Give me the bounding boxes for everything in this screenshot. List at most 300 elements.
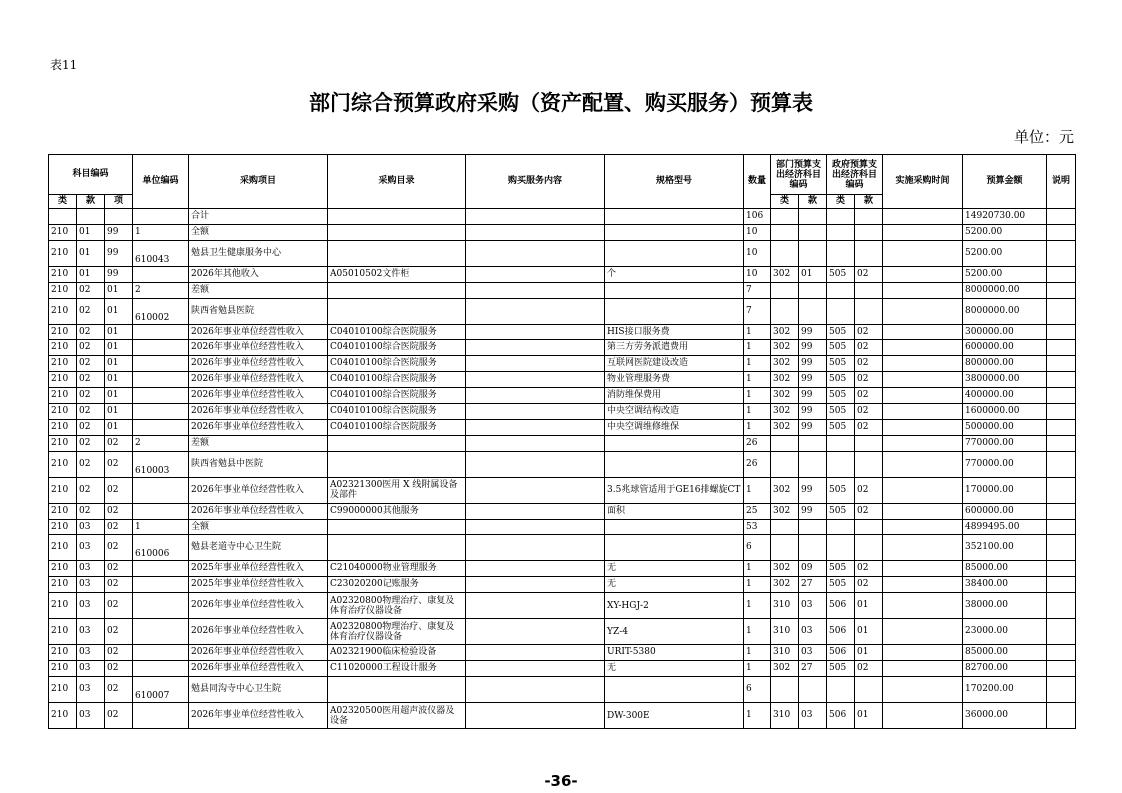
cell-xiang: 01	[105, 324, 133, 340]
cell-lei: 210	[49, 372, 77, 388]
cell-note	[1047, 535, 1076, 561]
cell-catalog	[328, 519, 466, 535]
cell-xiang: 02	[105, 561, 133, 577]
cell-service	[466, 372, 605, 388]
cell-qty: 25	[744, 503, 771, 519]
cell-note	[1047, 298, 1076, 324]
cell-gov-kuan	[855, 298, 883, 324]
cell-note	[1047, 561, 1076, 577]
table-row	[49, 340, 1076, 356]
cell-unit-code	[133, 266, 189, 282]
cell-unit-code: 610006	[133, 535, 189, 561]
cell-note	[1047, 503, 1076, 519]
cell-kuan: 03	[77, 561, 105, 577]
cell-amount: 600000.00	[963, 503, 1047, 519]
cell-time	[883, 477, 963, 503]
table-row	[49, 477, 1076, 503]
cell-gov-kuan: 02	[855, 372, 883, 388]
cell-project: 2026年事业单位经营性收入	[189, 324, 328, 340]
cell-project: 2026年事业单位经营性收入	[189, 404, 328, 420]
cell-lei: 210	[49, 419, 77, 435]
table-header	[49, 155, 1076, 209]
cell-amount: 500000.00	[963, 419, 1047, 435]
cell-dept-kuan	[799, 677, 827, 703]
cell-unit-code: 1	[133, 224, 189, 240]
cell-spec: 3.5兆球管适用于GE16排螺旋CT	[605, 477, 744, 503]
cell-service	[466, 266, 605, 282]
cell-time	[883, 519, 963, 535]
cell-project: 2026年事业单位经营性收入	[189, 661, 328, 677]
cell-time	[883, 224, 963, 240]
cell-unit-code	[133, 577, 189, 593]
cell-gov-lei	[827, 298, 855, 324]
cell-xiang: 01	[105, 282, 133, 298]
cell-dept-lei: 302	[771, 356, 799, 372]
cell-kuan: 03	[77, 703, 105, 729]
cell-xiang: 99	[105, 240, 133, 266]
cell-project: 2026年事业单位经营性收入	[189, 593, 328, 619]
cell-time	[883, 619, 963, 645]
cell-time	[883, 561, 963, 577]
cell-dept-lei: 302	[771, 561, 799, 577]
cell-note	[1047, 593, 1076, 619]
cell-catalog: C04010100综合医院服务	[328, 372, 466, 388]
cell-unit-code: 610003	[133, 451, 189, 477]
cell-dept-lei: 302	[771, 372, 799, 388]
cell-amount: 38000.00	[963, 593, 1047, 619]
cell-spec	[605, 451, 744, 477]
cell-dept-kuan	[799, 451, 827, 477]
table-row	[49, 298, 1076, 324]
header-dept-code: 部门预算支出经济科目编码	[771, 155, 827, 195]
cell-unit-code	[133, 209, 189, 225]
cell-gov-lei: 505	[827, 503, 855, 519]
cell-amount: 800000.00	[963, 356, 1047, 372]
cell-qty: 1	[744, 324, 771, 340]
cell-qty: 53	[744, 519, 771, 535]
header-dept-lei: 类	[771, 195, 799, 209]
cell-xiang: 01	[105, 298, 133, 324]
cell-xiang: 02	[105, 519, 133, 535]
cell-gov-lei	[827, 535, 855, 561]
cell-spec	[605, 240, 744, 266]
cell-service	[466, 451, 605, 477]
cell-kuan: 03	[77, 661, 105, 677]
cell-dept-kuan: 99	[799, 419, 827, 435]
cell-spec: 物业管理服务费	[605, 372, 744, 388]
cell-dept-kuan: 99	[799, 388, 827, 404]
cell-kuan: 02	[77, 451, 105, 477]
table-row	[49, 282, 1076, 298]
cell-catalog: C04010100综合医院服务	[328, 388, 466, 404]
cell-dept-kuan: 99	[799, 477, 827, 503]
cell-note	[1047, 356, 1076, 372]
cell-gov-kuan	[855, 224, 883, 240]
cell-service	[466, 298, 605, 324]
cell-spec: 中央空调结构改造	[605, 404, 744, 420]
cell-note	[1047, 209, 1076, 225]
cell-dept-kuan: 01	[799, 266, 827, 282]
cell-project: 2026年事业单位经营性收入	[189, 503, 328, 519]
cell-xiang: 02	[105, 645, 133, 661]
cell-time	[883, 209, 963, 225]
cell-qty: 6	[744, 535, 771, 561]
cell-note	[1047, 282, 1076, 298]
cell-qty: 1	[744, 577, 771, 593]
table-row	[49, 619, 1076, 645]
table-row	[49, 372, 1076, 388]
cell-dept-kuan	[799, 535, 827, 561]
cell-kuan: 02	[77, 324, 105, 340]
cell-spec: 个	[605, 266, 744, 282]
cell-time	[883, 661, 963, 677]
cell-time	[883, 645, 963, 661]
cell-dept-kuan: 27	[799, 577, 827, 593]
header-unit-code: 单位编码	[133, 155, 189, 209]
cell-gov-kuan	[855, 240, 883, 266]
cell-unit-code: 2	[133, 282, 189, 298]
cell-amount: 5200.00	[963, 266, 1047, 282]
cell-lei: 210	[49, 388, 77, 404]
cell-spec: 第三方劳务派遣费用	[605, 340, 744, 356]
cell-dept-kuan	[799, 224, 827, 240]
cell-gov-kuan	[855, 435, 883, 451]
cell-lei: 210	[49, 661, 77, 677]
cell-gov-lei: 505	[827, 266, 855, 282]
cell-kuan: 02	[77, 282, 105, 298]
cell-note	[1047, 224, 1076, 240]
cell-kuan	[77, 209, 105, 225]
cell-amount: 170200.00	[963, 677, 1047, 703]
cell-spec: YZ-4	[605, 619, 744, 645]
cell-catalog	[328, 298, 466, 324]
cell-catalog	[328, 535, 466, 561]
cell-dept-lei	[771, 209, 799, 225]
cell-unit-code: 1	[133, 519, 189, 535]
cell-catalog: A05010502文件柜	[328, 266, 466, 282]
cell-service	[466, 404, 605, 420]
cell-dept-kuan: 03	[799, 619, 827, 645]
cell-catalog	[328, 451, 466, 477]
cell-qty: 1	[744, 340, 771, 356]
header-amount: 预算金额	[963, 155, 1047, 209]
cell-lei: 210	[49, 477, 77, 503]
cell-project: 2025年事业单位经营性收入	[189, 577, 328, 593]
cell-project: 陕西省勉县医院	[189, 298, 328, 324]
cell-kuan: 02	[77, 372, 105, 388]
cell-spec: 中央空调维修维保	[605, 419, 744, 435]
cell-project: 全额	[189, 519, 328, 535]
cell-dept-lei: 302	[771, 404, 799, 420]
cell-xiang: 02	[105, 661, 133, 677]
cell-catalog: C04010100综合医院服务	[328, 404, 466, 420]
cell-project: 2026年事业单位经营性收入	[189, 477, 328, 503]
cell-spec: 无	[605, 661, 744, 677]
cell-xiang: 02	[105, 677, 133, 703]
table-row	[49, 356, 1076, 372]
cell-dept-lei: 302	[771, 661, 799, 677]
cell-service	[466, 593, 605, 619]
cell-time	[883, 388, 963, 404]
cell-project: 勉县卫生健康服务中心	[189, 240, 328, 266]
cell-kuan: 03	[77, 619, 105, 645]
table-row	[49, 324, 1076, 340]
cell-gov-kuan: 02	[855, 477, 883, 503]
cell-lei: 210	[49, 519, 77, 535]
header-gov-lei: 类	[827, 195, 855, 209]
cell-unit-code	[133, 661, 189, 677]
cell-qty: 10	[744, 266, 771, 282]
cell-lei: 210	[49, 645, 77, 661]
cell-dept-lei: 302	[771, 266, 799, 282]
cell-dept-lei	[771, 451, 799, 477]
cell-gov-kuan	[855, 209, 883, 225]
cell-xiang: 01	[105, 372, 133, 388]
cell-catalog: C04010100综合医院服务	[328, 324, 466, 340]
cell-catalog	[328, 435, 466, 451]
cell-dept-lei: 302	[771, 577, 799, 593]
cell-service	[466, 703, 605, 729]
cell-service	[466, 645, 605, 661]
header-service: 购买服务内容	[466, 155, 605, 209]
cell-kuan: 02	[77, 340, 105, 356]
cell-kuan: 02	[77, 356, 105, 372]
cell-dept-kuan	[799, 298, 827, 324]
cell-dept-lei	[771, 240, 799, 266]
cell-qty: 7	[744, 282, 771, 298]
cell-project: 2026年事业单位经营性收入	[189, 340, 328, 356]
cell-xiang: 02	[105, 703, 133, 729]
cell-gov-lei: 505	[827, 419, 855, 435]
cell-time	[883, 372, 963, 388]
cell-gov-kuan	[855, 451, 883, 477]
cell-service	[466, 519, 605, 535]
cell-xiang: 01	[105, 404, 133, 420]
cell-catalog: C04010100综合医院服务	[328, 340, 466, 356]
cell-lei: 210	[49, 282, 77, 298]
cell-xiang: 02	[105, 535, 133, 561]
cell-unit-code	[133, 503, 189, 519]
cell-dept-lei	[771, 535, 799, 561]
cell-amount: 300000.00	[963, 324, 1047, 340]
cell-dept-kuan	[799, 209, 827, 225]
budget-table	[48, 154, 1076, 729]
cell-spec	[605, 209, 744, 225]
header-qty: 数量	[744, 155, 771, 209]
cell-catalog: C04010100综合医院服务	[328, 419, 466, 435]
cell-lei: 210	[49, 240, 77, 266]
table-row	[49, 645, 1076, 661]
cell-catalog	[328, 677, 466, 703]
cell-gov-kuan: 02	[855, 404, 883, 420]
cell-amount: 352100.00	[963, 535, 1047, 561]
cell-amount: 38400.00	[963, 577, 1047, 593]
cell-spec: URIT-5380	[605, 645, 744, 661]
cell-kuan: 01	[77, 266, 105, 282]
cell-spec: 无	[605, 577, 744, 593]
cell-qty: 1	[744, 372, 771, 388]
cell-amount: 23000.00	[963, 619, 1047, 645]
cell-gov-kuan: 01	[855, 593, 883, 619]
cell-qty: 1	[744, 661, 771, 677]
cell-project: 2026年事业单位经营性收入	[189, 645, 328, 661]
cell-kuan: 02	[77, 404, 105, 420]
cell-service	[466, 388, 605, 404]
cell-xiang: 01	[105, 419, 133, 435]
cell-gov-kuan: 02	[855, 561, 883, 577]
cell-gov-kuan	[855, 519, 883, 535]
cell-unit-code	[133, 356, 189, 372]
cell-spec	[605, 677, 744, 703]
cell-dept-lei: 302	[771, 340, 799, 356]
cell-dept-kuan	[799, 240, 827, 266]
cell-gov-lei: 506	[827, 619, 855, 645]
cell-qty: 26	[744, 435, 771, 451]
cell-unit-code	[133, 645, 189, 661]
cell-gov-kuan: 02	[855, 356, 883, 372]
cell-catalog: C21040000物业管理服务	[328, 561, 466, 577]
cell-unit-code	[133, 324, 189, 340]
cell-gov-kuan	[855, 535, 883, 561]
cell-dept-kuan: 09	[799, 561, 827, 577]
cell-catalog: A02320800物理治疗、康复及体育治疗仪器设备	[328, 619, 466, 645]
cell-spec	[605, 435, 744, 451]
cell-dept-lei: 302	[771, 324, 799, 340]
cell-qty: 1	[744, 356, 771, 372]
cell-kuan: 03	[77, 535, 105, 561]
cell-amount: 1600000.00	[963, 404, 1047, 420]
cell-service	[466, 619, 605, 645]
cell-gov-kuan: 01	[855, 703, 883, 729]
cell-dept-kuan: 99	[799, 356, 827, 372]
cell-dept-lei: 302	[771, 419, 799, 435]
cell-project: 2026年事业单位经营性收入	[189, 372, 328, 388]
cell-gov-lei	[827, 451, 855, 477]
cell-dept-lei: 310	[771, 645, 799, 661]
cell-time	[883, 298, 963, 324]
cell-note	[1047, 519, 1076, 535]
cell-qty: 1	[744, 593, 771, 619]
cell-amount: 400000.00	[963, 388, 1047, 404]
cell-gov-kuan: 02	[855, 503, 883, 519]
cell-qty: 10	[744, 240, 771, 266]
cell-dept-kuan	[799, 435, 827, 451]
cell-dept-lei	[771, 677, 799, 703]
cell-spec	[605, 519, 744, 535]
cell-amount: 36000.00	[963, 703, 1047, 729]
cell-gov-kuan: 01	[855, 619, 883, 645]
cell-gov-kuan: 02	[855, 419, 883, 435]
cell-spec: 无	[605, 561, 744, 577]
cell-dept-lei: 310	[771, 593, 799, 619]
cell-note	[1047, 577, 1076, 593]
cell-qty: 1	[744, 561, 771, 577]
cell-spec: 消防维保费用	[605, 388, 744, 404]
cell-qty: 106	[744, 209, 771, 225]
cell-gov-kuan: 02	[855, 340, 883, 356]
cell-catalog	[328, 224, 466, 240]
header-time: 实施采购时间	[883, 155, 963, 209]
cell-project: 2026年事业单位经营性收入	[189, 419, 328, 435]
cell-lei: 210	[49, 324, 77, 340]
header-project: 采购项目	[189, 155, 328, 209]
cell-unit-code: 2	[133, 435, 189, 451]
cell-gov-lei	[827, 282, 855, 298]
cell-dept-kuan	[799, 282, 827, 298]
cell-lei: 210	[49, 703, 77, 729]
cell-kuan: 02	[77, 419, 105, 435]
cell-project: 2026年事业单位经营性收入	[189, 356, 328, 372]
cell-service	[466, 503, 605, 519]
cell-gov-kuan	[855, 282, 883, 298]
cell-project: 2025年事业单位经营性收入	[189, 561, 328, 577]
table-row	[49, 404, 1076, 420]
header-note: 说明	[1047, 155, 1076, 209]
cell-gov-lei: 505	[827, 356, 855, 372]
cell-amount: 3800000.00	[963, 372, 1047, 388]
cell-unit-code	[133, 561, 189, 577]
cell-kuan: 03	[77, 645, 105, 661]
cell-dept-lei	[771, 282, 799, 298]
cell-service	[466, 435, 605, 451]
cell-dept-kuan: 99	[799, 340, 827, 356]
cell-gov-kuan: 01	[855, 645, 883, 661]
cell-service	[466, 340, 605, 356]
cell-xiang: 02	[105, 593, 133, 619]
table-row	[49, 224, 1076, 240]
cell-unit-code	[133, 593, 189, 619]
cell-qty: 1	[744, 404, 771, 420]
cell-qty: 10	[744, 224, 771, 240]
cell-lei: 210	[49, 451, 77, 477]
cell-unit-code: 610043	[133, 240, 189, 266]
cell-xiang: 02	[105, 577, 133, 593]
cell-gov-lei: 505	[827, 561, 855, 577]
cell-dept-lei	[771, 224, 799, 240]
cell-dept-kuan: 99	[799, 503, 827, 519]
cell-gov-lei	[827, 677, 855, 703]
table-row	[49, 388, 1076, 404]
cell-time	[883, 703, 963, 729]
table-row	[49, 266, 1076, 282]
cell-project: 2026年事业单位经营性收入	[189, 388, 328, 404]
table-row	[49, 519, 1076, 535]
cell-lei: 210	[49, 577, 77, 593]
cell-amount: 5200.00	[963, 224, 1047, 240]
cell-note	[1047, 240, 1076, 266]
cell-amount: 5200.00	[963, 240, 1047, 266]
cell-dept-kuan: 27	[799, 661, 827, 677]
cell-lei: 210	[49, 404, 77, 420]
cell-catalog: C23020200记账服务	[328, 577, 466, 593]
cell-gov-lei: 505	[827, 661, 855, 677]
cell-lei	[49, 209, 77, 225]
cell-time	[883, 535, 963, 561]
cell-spec: HIS接口服务费	[605, 324, 744, 340]
cell-dept-lei: 310	[771, 703, 799, 729]
cell-kuan: 03	[77, 677, 105, 703]
cell-time	[883, 451, 963, 477]
cell-note	[1047, 266, 1076, 282]
cell-dept-kuan: 99	[799, 404, 827, 420]
cell-project: 2026年事业单位经营性收入	[189, 619, 328, 645]
cell-note	[1047, 645, 1076, 661]
cell-lei: 210	[49, 619, 77, 645]
cell-service	[466, 577, 605, 593]
cell-qty: 7	[744, 298, 771, 324]
cell-lei: 210	[49, 356, 77, 372]
cell-gov-lei: 506	[827, 593, 855, 619]
